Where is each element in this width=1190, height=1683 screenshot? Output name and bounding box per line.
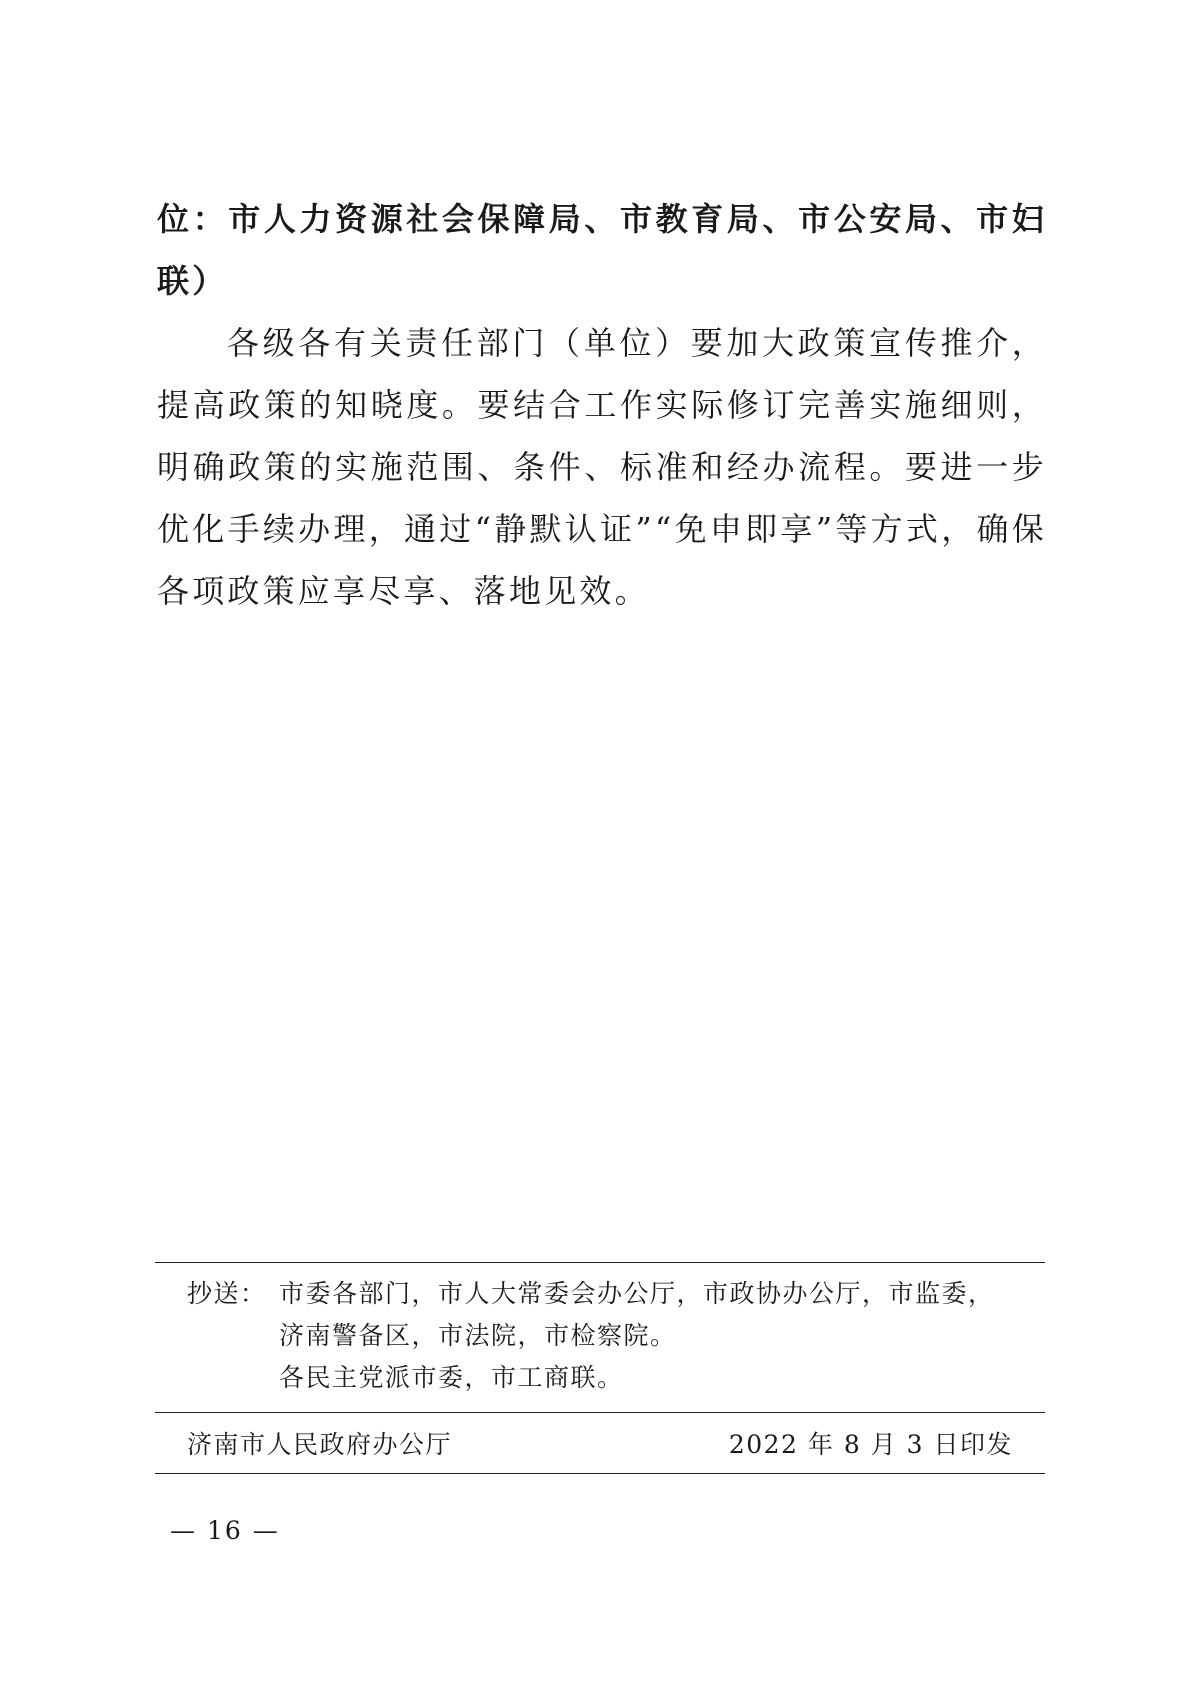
page-number: — 16 —	[170, 1516, 280, 1545]
cc-recipients-line-2: 各民主党派市委，市工商联。	[279, 1363, 624, 1392]
issue-footer	[155, 1412, 1045, 1474]
paragraph-policy-promotion: 各级各有关责任部门（单位）要加大政策宣传推介，提高政策的知晓度。要结合工作实际修订完善实施细则，明确政策的实施范围、条件、标准和经办流程。要进一步优化手续办理，通过“静默认证”“免申即享”等方式，确保各项政策应享尽享、落地见效。	[157, 324, 1047, 610]
issue-date: 2022 年 8 月 3 日印发	[728, 1430, 1013, 1459]
body-text	[157, 188, 1047, 622]
cc-recipients-line-1: 市委各部门，市人大常委会办公厅，市政协办公厅，市监委，济南警备区，市法院，市检察院。	[279, 1279, 995, 1350]
cc-recipients	[279, 1273, 999, 1399]
paragraph-continued: 位：市人力资源社会保障局、市教育局、市公安局、市妇联）	[157, 200, 1047, 300]
cc-label: 抄送：	[187, 1279, 267, 1308]
issuer-name: 济南市人民政府办公厅	[187, 1430, 453, 1459]
cc-section	[155, 1262, 1045, 1423]
